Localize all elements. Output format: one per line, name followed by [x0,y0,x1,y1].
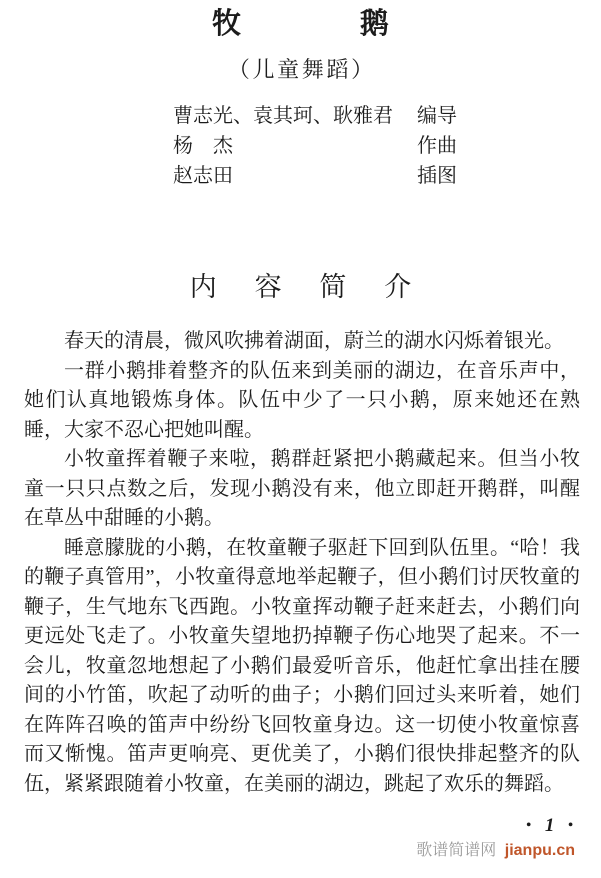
credit-role: 作曲 [417,135,457,157]
credit-role: 插图 [417,165,457,187]
page-number [0,815,601,837]
page-subtitle: （儿童舞蹈） [227,57,376,82]
credit-row-composer [173,131,457,161]
page-title: 牧鹅 [212,8,508,40]
watermark [0,842,601,860]
watermark-domain: jianpu.cn [504,842,575,859]
page-header [0,8,601,191]
credits-block [173,101,457,191]
paragraph: 春天的清晨，微风吹拂着湖面，蔚兰的湖水闪烁着银光。 [64,330,564,352]
paragraph: 小牧童挥着鞭子来啦，鹅群赶紧把小鹅藏起来。但当小牧童一只只点数之后，发现小鹅没有来，他立即赶开鹅群，叫醒在草丛中甜睡的小鹅。 [24,448,580,529]
credit-names: 杨 杰 [173,135,233,157]
credit-names: 赵志田 [173,165,233,187]
synopsis-text [24,327,580,799]
credit-row-directors [173,101,457,131]
page-number-dot-left: • [526,818,532,833]
scanned-page [0,8,601,878]
page-footer [0,815,601,860]
paragraph: 一群小鹅排着整齐的队伍来到美丽的湖边，在音乐声中，她们认真地锻炼身体。队伍中少了一只小鹅，原来她还在熟睡，大家不忍心把她叫醒。 [24,359,580,441]
section-heading: 内容简介 [189,272,449,302]
watermark-site-name: 歌谱简谱网 [416,842,497,859]
credit-names: 曹志光、袁其珂、耿雅君 [173,105,393,127]
paragraph: 睡意朦胧的小鹅，在牧童鞭子驱赶下回到队伍里。“哈！我的鞭子真管用”，小牧童得意地举起鞭子，但小鹅们讨厌牧童的鞭子，生气地东飞西跑。小牧童挥动鞭子赶来赶去，小鹅们向更远处飞走了。小牧童失望地扔掉鞭子伤心地哭了起来。不一会儿，牧童忽地想起了小鹅们最爱听音乐，他赶忙拿出挂在腰间的小竹笛，吹起了动听的曲子；小鹅们回过头来听着，她们在阵阵召唤的笛声中纷纷飞回牧童身边。这一切使小牧童惊喜而又惭愧。笛声更响亮、更优美了，小鹅们很快排起整齐的队伍，紧紧跟随着小牧童，在美丽的湖边，跳起了欢乐的舞蹈。 [24,536,580,795]
credit-role: 编导 [417,105,457,127]
page-number-value: 1 [544,815,555,836]
credit-row-illustrator [173,161,457,191]
page-number-dot-right: • [568,818,573,833]
